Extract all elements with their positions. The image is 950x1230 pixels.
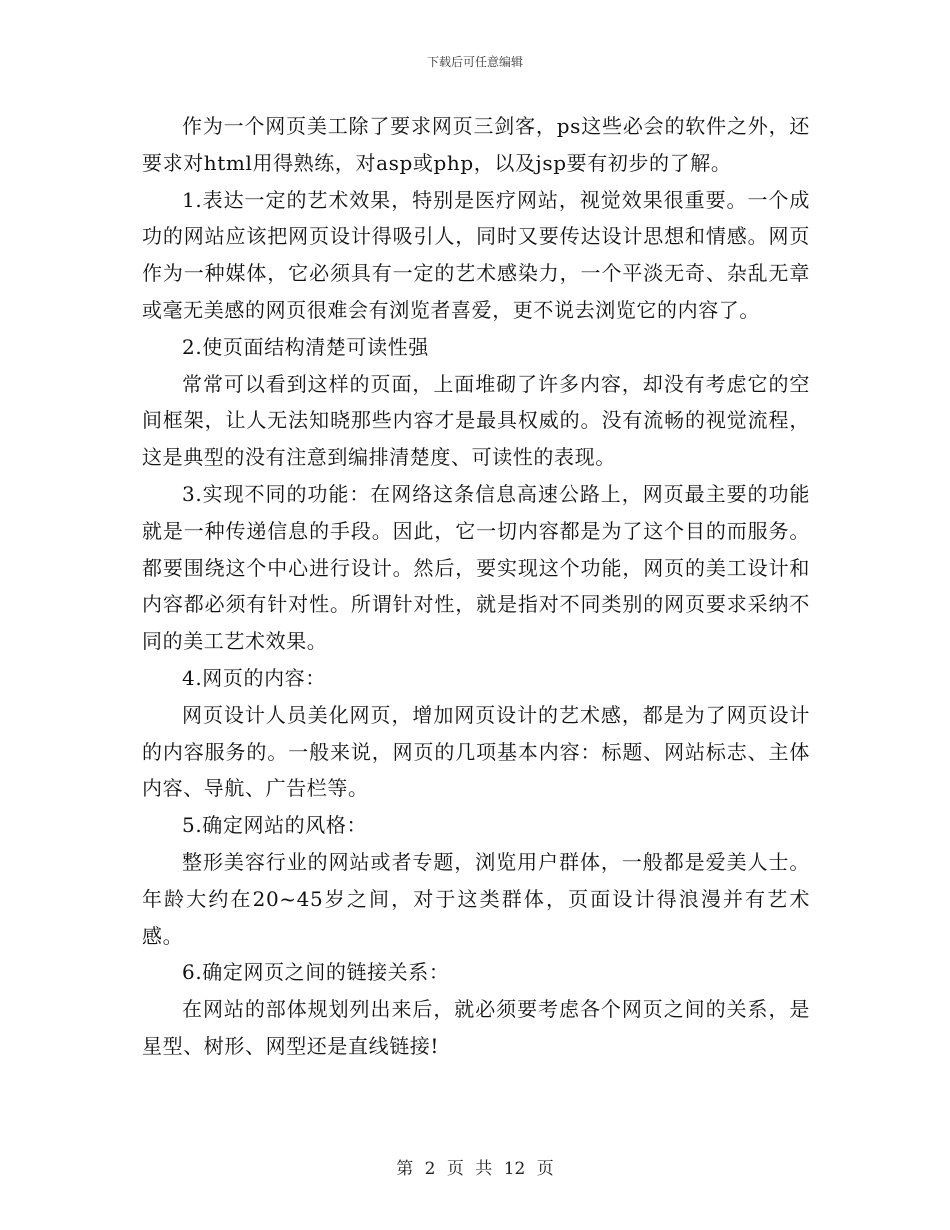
heading-item-4: 4.网页的内容： bbox=[182, 665, 326, 690]
paragraph-item-5-body: 整形美容行业的网站或者专题，浏览用户群体，一般都是爱美人士。年龄大约在20~45岁之间，对于这类群体，页面设计得浪漫并有艺术感。 bbox=[142, 849, 810, 948]
page-header: 下载后可任意编辑 bbox=[426, 55, 523, 69]
heading-item-5: 5.确定网站的风格： bbox=[182, 813, 368, 838]
paragraph-item-2-body: 常常可以看到这样的页面，上面堆砌了许多内容，却没有考虑它的空间框架，让人无法知晓那些内容才是最具权威的。没有流畅的视觉流程，这是典型的没有注意到编排清楚度、可读性的表现。 bbox=[142, 371, 810, 470]
paragraph-item-4-body: 网页设计人员美化网页，增加网页设计的艺术感，都是为了网页设计的内容服务的。一般来说，网页的几项基本内容：标题、网站标志、主体内容、导航、广告栏等。 bbox=[142, 702, 810, 801]
document-body bbox=[142, 108, 810, 1065]
paragraph-intro: 作为一个网页美工除了要求网页三剑客，ps这些必会的软件之外，还要求对html用得熟练，对asp或php，以及jsp要有初步的了解。 bbox=[142, 114, 810, 175]
paragraph-item-6-body: 在网站的部体规划列出来后，就必须要考虑各个网页之间的关系，是星型、树形、网型还是直线链接! bbox=[142, 997, 810, 1058]
page-number-footer: 第 2 页 共 12 页 bbox=[396, 1159, 554, 1179]
heading-item-2: 2.使页面结构清楚可读性强 bbox=[182, 334, 429, 359]
paragraph-item-1: 1.表达一定的艺术效果，特别是医疗网站，视觉效果很重要。一个成功的网站应该把网页设计得吸引人，同时又要传达设计思想和情感。网页作为一种媒体，它必须具有一定的艺术感染力，一个平淡无奇、杂乱无章或毫无美感的网页很难会有浏览者喜爱，更不说去浏览它的内容了。 bbox=[142, 187, 810, 322]
heading-item-6: 6.确定网页之间的链接关系： bbox=[182, 960, 450, 985]
paragraph-item-3: 3.实现不同的功能：在网络这条信息高速公路上，网页最主要的功能就是一种传递信息的手段。因此，它一切内容都是为了这个目的而服务。都要围绕这个中心进行设计。然后，要实现这个功能，网页的美工设计和内容都必须有针对性。所谓针对性，就是指对不同类别的网页要求采纳不同的美工艺术效果。 bbox=[142, 481, 810, 654]
